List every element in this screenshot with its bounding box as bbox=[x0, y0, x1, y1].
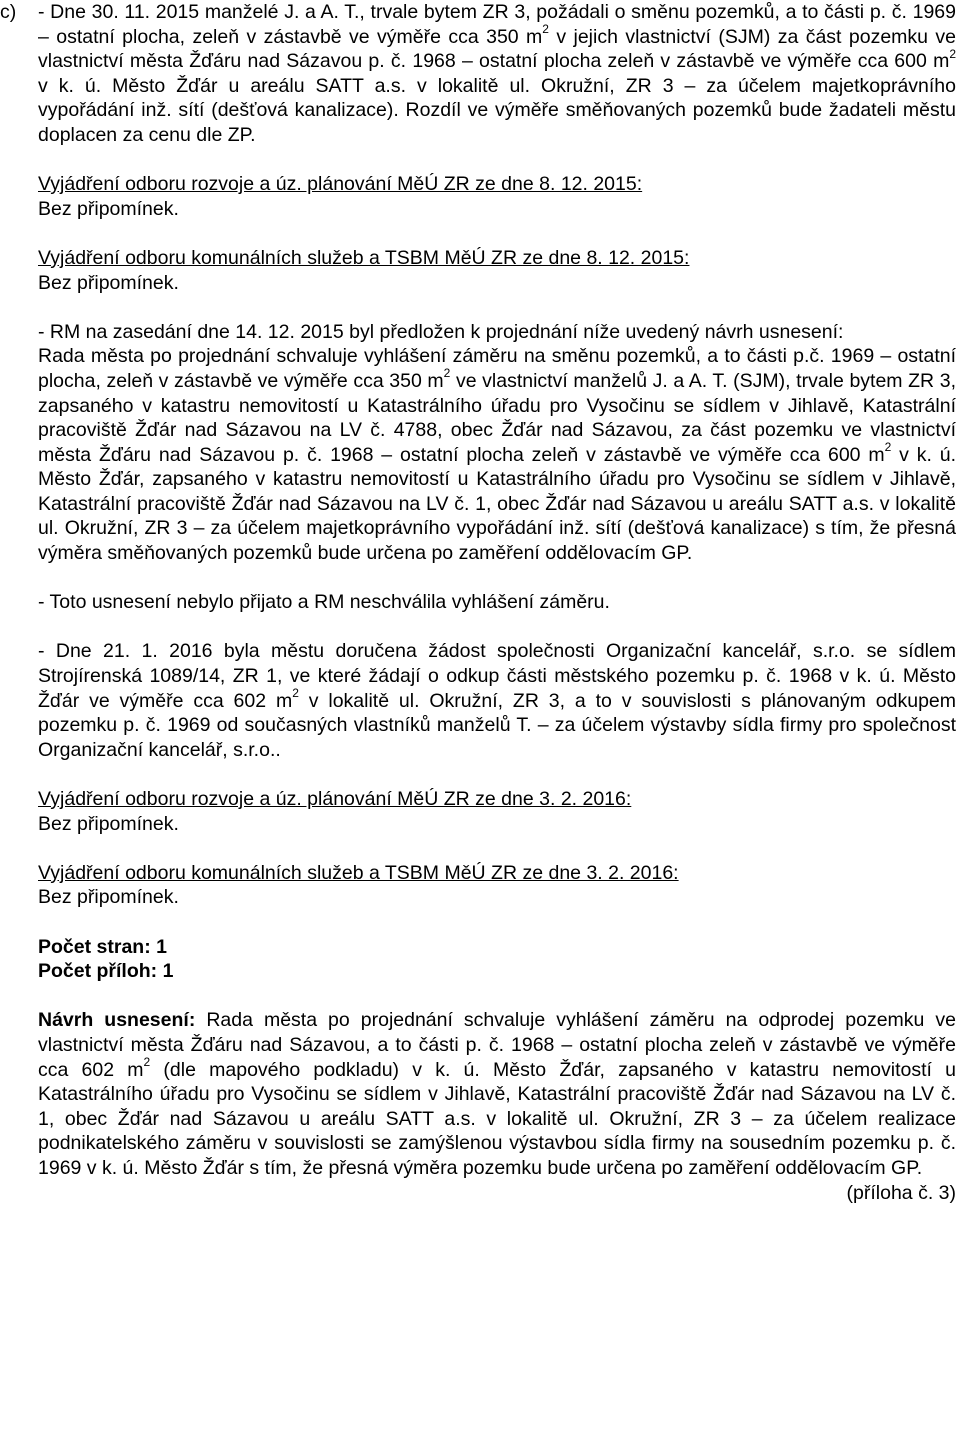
attachment-reference: (příloha č. 3) bbox=[846, 1181, 956, 1204]
attachment-count: Počet příloh: 1 bbox=[38, 960, 174, 983]
request-2016-paragraph: - Dne 21. 1. 2016 byla městu doručena žádost společnosti Organizační kancelář, s.r.o. se sídlem Strojírenská 1089/14, ZR 1, ve které žádají o odkup části městského pozemku p. č. 1968 v k. ú. Město Žďár ve výměře cca 602 $m^2$ v lokalitě ul. Okružní, ZR 3, a to v souvislosti s plánovaným odkupem pozemku p. č. 1969 od současných vlastníků manželů T. – za účelem výstavby sídla firmy pro společnost Organizační kancelář, s.r.o.. bbox=[38, 640, 956, 761]
opinion-body-1: Bez připomínek. bbox=[38, 197, 179, 220]
proposal-label: Návrh usnesení: bbox=[38, 1009, 196, 1032]
opinion-body-4: Bez připomínek. bbox=[38, 886, 179, 909]
resolution-proposal: Návrh usnesení: Rada města po projednání schvaluje vyhlášení záměru na odprodej pozemku ve vlastnictví města Žďáru nad Sázavou, a to části p. č. 1968 – ostatní plocha zeleň v zástavbě ve výměře cca 602 $m^2$ (dle mapového podkladu) v k. ú. Město Žďár, zapsaného v katastru nemovitostí u Katastrálního úřadu pro Vysočinu se sídlem v Jihlavě, Katastrální pracoviště Žďár nad Sázavou na LV č. 1, obec Žďár nad Sázavou u areálu SATT a.s. v lokalitě ul. Okružní, ZR 3 – za účelem realizace podnikatelského záměru v souvislosti se zamýšlenou výstavbou sídla firmy na sousedním pozemku p. č. 1969 v k. ú. Město Žďár s tím, že přesná výměra pozemku bude určena po zaměření oddělovacím GP. (příloha č. 3) bbox=[38, 1009, 956, 1204]
opinion-heading-4: Vyjádření odboru komunálních služeb a TSBM MěÚ ZR ze dne 3. 2. 2016: bbox=[38, 861, 679, 884]
rm-meeting-intro: - RM na zasedání dne 14. 12. 2015 byl předložen k projednání níže uvedený návrh usnesení: bbox=[38, 320, 844, 343]
opinion-heading-1: Vyjádření odboru rozvoje a úz. plánování MěÚ ZR ze dne 8. 12. 2015: bbox=[38, 173, 643, 196]
rm-meeting-resolution: Rada města po projednání schvaluje vyhlášení záměru na směnu pozemků, a to části p.č. 1969 – ostatní plocha, zeleň v zástavbě ve výměře cca 350 $m^2$ ve vlastnictví manželů J. a A. T. (SJM), trvale bytem ZR 3, zapsaného v katastru nemovitostí u Katastrálního úřadu pro Vysočinu se sídlem v Jihlavě, Katastrální pracoviště Žďár nad Sázavou na LV č. 4788, obec Žďár nad Sázavou, za část pozemku ve vlastnictví města Žďáru nad Sázavou p. č. 1968 – ostatní plocha zeleň v zástavbě ve výměře cca 600 $m^2$ v k. ú. Město Žďár, zapsaného v katastru nemovitostí u Katastrálního úřadu pro Vysočinu se sídlem v Jihlavě, Katastrální pracoviště Žďár nad Sázavou na LV č. 1, obec Žďár nad Sázavou u areálu SATT a.s. v lokalitě ul. Okružní, ZR 3 – za účelem majetkoprávního vypořádání inž. sítí (dešťová kanalizace) s tím, že přesná výměra směňovaných pozemků bude určena po zaměření oddělovacím GP. bbox=[38, 345, 956, 565]
item-marker: c) bbox=[0, 1, 17, 23]
not-adopted-note: - Toto usnesení nebylo přijato a RM neschválila vyhlášení záměru. bbox=[38, 591, 610, 614]
opinion-heading-2: Vyjádření odboru komunálních služeb a TSBM MěÚ ZR ze dne 8. 12. 2015: bbox=[38, 246, 690, 269]
opinion-heading-3: Vyjádření odboru rozvoje a úz. plánování MěÚ ZR ze dne 3. 2. 2016: bbox=[38, 788, 632, 810]
opinion-body-3: Bez připomínek. bbox=[38, 812, 179, 835]
opinion-body-2: Bez připomínek. bbox=[38, 271, 179, 294]
intro-paragraph: - Dne 30. 11. 2015 manželé J. a A. T., trvale bytem ZR 3, požádali o směnu pozemků, a to části p. č. 1969 – ostatní plocha, zeleň v zástavbě ve výměře cca 350 $m^2$ v jejich vlastnictví (SJM) za část pozemku ve vlastnictví města Žďáru nad Sázavou p. č. 1968 – ostatní plocha zeleň v zástavbě ve výměře cca 600 $m^2$ v k. ú. Město Žďár u areálu SATT a.s. v lokalitě ul. Okružní, ZR 3 – za účelem majetkoprávního vypořádání inž. sítí (dešťová kanalizace). Rozdíl ve výměře směňovaných pozemků bude žadateli městu doplacen za cenu dle ZP. bbox=[38, 1, 956, 146]
page-count: Počet stran: 1 bbox=[38, 935, 167, 958]
